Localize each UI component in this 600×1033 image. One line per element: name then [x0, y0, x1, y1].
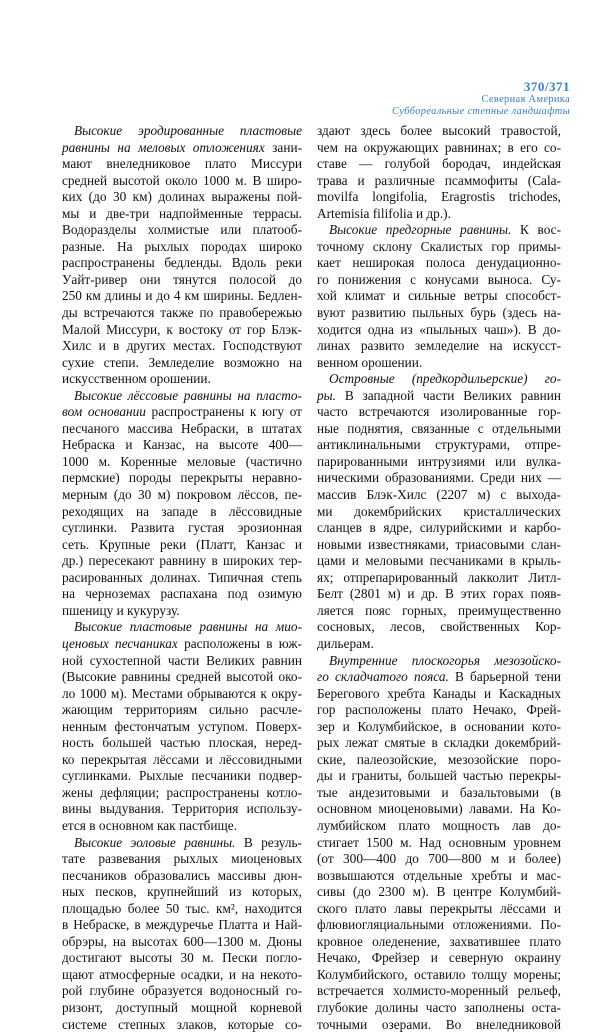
body-text: суглинками. Рыхлые песчаники подвер-	[62, 768, 302, 784]
text-line	[317, 735, 561, 752]
body-text: пшеницу и кукурузу.	[62, 602, 180, 618]
body-text: Водоразделы холмистые или платооб-	[62, 222, 302, 238]
body-text: обрэры, на высотах 600—1300 м. Дюны	[62, 933, 302, 949]
text-line	[62, 653, 302, 670]
text-line	[317, 851, 561, 868]
body-text: Колумбийского, оставило толщу морены;	[317, 966, 561, 982]
body-text: кровное оледенение, захватившее плато	[317, 933, 561, 949]
body-text: ность большей частью плоская, неред-	[62, 735, 302, 751]
text-line	[317, 156, 561, 173]
body-text: песчаников образовались массивы дюн-	[62, 867, 302, 883]
italic-heading-text: Высокие лёссовые равнины на пласто-	[74, 387, 302, 403]
text-line	[62, 719, 302, 736]
text-line	[62, 1000, 302, 1017]
body-text: встречается холмисто-моренный рельеф,	[317, 983, 561, 999]
text-line	[317, 173, 561, 190]
body-text: ко перекрытая лёссами и лёссовидными	[62, 751, 302, 767]
text-line	[317, 421, 561, 438]
text-line	[317, 1000, 561, 1017]
text-column-left	[62, 123, 302, 1033]
body-text: сланцев в ядре, силурийскими и карбо-	[317, 520, 561, 536]
body-text: сеть. Крупные реки (Платт, Канзас и	[62, 536, 302, 552]
body-text: В резуль-	[235, 834, 302, 850]
body-text: точному склону Скалистых гор примы-	[317, 238, 561, 254]
text-line	[317, 818, 561, 835]
text-line	[62, 537, 302, 554]
body-text: ризонт, доступный мощной корневой	[62, 999, 302, 1015]
body-text: разные. На рыхлых породах широко	[62, 238, 302, 254]
text-line	[317, 288, 561, 305]
text-line	[317, 272, 561, 289]
text-line	[62, 818, 302, 835]
body-text: зани-	[264, 139, 302, 155]
body-text: глубокие долины часто заполнены оста-	[317, 999, 561, 1015]
body-text: Небраска и Канзас, на высоте 400—	[62, 437, 302, 453]
italic-heading-text: ры.	[317, 387, 336, 403]
body-text: ляется пояс горных, преимущественно	[317, 602, 561, 618]
body-text: дильерам.	[317, 635, 374, 651]
text-line	[62, 735, 302, 752]
text-line	[317, 884, 561, 901]
text-line	[317, 619, 561, 636]
body-text: ло 1000 м). Местами обрываются к окру-	[62, 685, 302, 701]
body-text: Малой Миссури, к востоку от гор Блэк-	[62, 321, 302, 337]
text-line	[317, 388, 561, 405]
text-line	[317, 950, 561, 967]
body-text: флювиогляциальными отложениями. По-	[317, 917, 561, 933]
text-line	[62, 140, 302, 157]
text-line	[317, 437, 561, 454]
text-line	[62, 768, 302, 785]
text-line	[317, 934, 561, 951]
text-line	[317, 537, 561, 554]
text-line	[317, 222, 561, 239]
body-text: мерным (до 30 м) покровом лёссов, пе-	[62, 487, 302, 503]
text-line	[62, 570, 302, 587]
body-text: сухие степи. Земледелие возможно на	[62, 354, 302, 370]
text-line	[317, 636, 561, 653]
text-line	[62, 487, 302, 504]
body-text: здают здесь более высокий травостой,	[317, 123, 561, 138]
body-text: др.) пересекают равнину в широких тер-	[62, 553, 302, 569]
body-text: искусственном орошении.	[62, 371, 211, 387]
text-line	[317, 669, 561, 686]
body-text: на черноземах распахана под озимую	[62, 586, 302, 602]
text-line	[62, 355, 302, 372]
italic-heading-text: вом основании	[62, 404, 146, 420]
body-text: точными озерами. Во внеледниковой	[317, 1016, 561, 1032]
body-text: антиклинальными структурами, отпре-	[317, 437, 561, 453]
text-line	[62, 156, 302, 173]
text-line	[317, 653, 561, 670]
text-line	[62, 437, 302, 454]
text-line	[62, 338, 302, 355]
body-text: реходящих на западе в лёссовидные	[62, 503, 302, 519]
text-line	[317, 1017, 561, 1033]
text-line	[62, 752, 302, 769]
body-text: мают внеледниковое плато Миссури	[62, 156, 302, 172]
text-line	[62, 305, 302, 322]
text-line	[62, 239, 302, 256]
text-line	[317, 404, 561, 421]
page-numbers: 370/371	[523, 79, 570, 94]
italic-heading-text: Высокие эродированные пластовые	[74, 123, 302, 138]
text-line	[317, 603, 561, 620]
text-line	[62, 586, 302, 603]
body-text: ды встречаются также по правобережью	[62, 305, 302, 321]
body-text: часто встречаются изолированные гор-	[317, 404, 561, 420]
body-text: ется в основном как пастбище.	[62, 817, 238, 833]
text-line	[317, 586, 561, 603]
text-line	[317, 983, 561, 1000]
text-line	[62, 868, 302, 885]
body-text: (от 300—400 до 700—800 м и более)	[317, 851, 561, 867]
text-line	[62, 967, 302, 984]
body-text: Хилс и в других местах. Господствуют	[62, 338, 302, 354]
body-text: 1000 м. Коренные меловые (частично	[62, 453, 302, 469]
body-text: стигает 1500 м. Над основным уровнем	[317, 834, 561, 850]
body-text: кает неширокая полоса денудационно-	[317, 255, 561, 271]
text-line	[62, 421, 302, 438]
text-line	[317, 322, 561, 339]
text-line	[317, 355, 561, 372]
text-line	[62, 371, 302, 388]
text-line	[317, 917, 561, 934]
text-line	[317, 140, 561, 157]
text-line	[317, 835, 561, 852]
body-text: го понижения с конусами выноса. Су-	[317, 271, 561, 287]
text-line	[62, 404, 302, 421]
body-text: распространены бедленды. Вдоль реки	[62, 255, 302, 271]
text-line	[62, 322, 302, 339]
body-text: площадью более 50 тыс. км², находится	[62, 900, 302, 916]
text-line	[62, 388, 302, 405]
italic-heading-text: го складчатого пояса.	[317, 669, 449, 685]
text-column-right	[317, 123, 561, 1033]
body-text: парированными интрузиями или вулка-	[317, 453, 561, 469]
body-text: ническими образованиями. Среди них —	[317, 470, 561, 486]
body-text: ходится одна из «пыльных чаш»). В до-	[317, 321, 561, 337]
body-text: мы и две-три надпойменные террасы.	[62, 205, 302, 221]
chapter-title: Северная Америка	[481, 94, 570, 105]
body-text: тате развевания рыхлых миоценовых	[62, 851, 302, 867]
body-text: сивы (до 2300 м). В центре Колумбий-	[317, 884, 561, 900]
text-line	[317, 504, 561, 521]
body-text: достигают высоты 30 м. Пески погло-	[62, 950, 302, 966]
text-line	[317, 520, 561, 537]
body-text: новыми известняками, триасовыми слан-	[317, 536, 561, 552]
body-text: ных песков, крупнейший из которых,	[62, 884, 302, 900]
text-line	[62, 288, 302, 305]
text-line	[317, 206, 561, 223]
text-line	[317, 553, 561, 570]
text-line	[62, 934, 302, 951]
text-line	[317, 255, 561, 272]
text-line	[317, 305, 561, 322]
body-text: в Небраске, в междуречье Платта и Най-	[62, 917, 302, 933]
italic-heading-text: Внутренние плоскогорья мезозойско-	[329, 652, 561, 668]
body-text: ского плато лавы перекрыты лёссами и	[317, 900, 561, 916]
body-text: хой климат и сильные ветры способст-	[317, 288, 561, 304]
running-header	[392, 80, 570, 118]
text-line	[317, 868, 561, 885]
text-line	[317, 239, 561, 256]
body-text: тые андезитовыми и базальтовыми (в	[317, 784, 561, 800]
text-line	[62, 222, 302, 239]
text-line	[62, 189, 302, 206]
body-text: В западной части Великих равнин	[335, 387, 561, 403]
body-text: К вос-	[511, 222, 562, 238]
body-text: ях; отпрепарированный лакколит Литл-	[317, 569, 561, 585]
body-text: возвышаются отдельные хребты и мас-	[317, 867, 561, 883]
text-line	[317, 371, 561, 388]
text-line	[62, 702, 302, 719]
text-line	[62, 173, 302, 190]
body-text: расированных долинах. Типичная степь	[62, 569, 302, 585]
text-line	[62, 272, 302, 289]
text-line	[317, 702, 561, 719]
body-text: линах развито земледелие на искусст-	[317, 338, 561, 354]
body-text: сосновых, лесов, свойственных Кор-	[317, 619, 561, 635]
body-text: цами и меловыми песчаниками в крыль-	[317, 553, 561, 569]
text-line	[317, 967, 561, 984]
text-line	[62, 619, 302, 636]
italic-heading-text: равнины на меловых отложениях	[62, 139, 265, 155]
body-text: расположены в юж-	[177, 635, 302, 651]
italic-heading-text: Островные (предкордильерские) го-	[329, 371, 561, 387]
italic-heading-text: Высокие пластовые равнины на мио-	[74, 619, 302, 635]
text-line	[317, 338, 561, 355]
text-line	[317, 487, 561, 504]
body-text: суглинки. Развита густая эрозионная	[62, 520, 302, 536]
body-text: жающим территориям сильно расчле-	[62, 702, 302, 718]
text-line	[62, 504, 302, 521]
body-text: ские, палеозойские, мезозойские поро-	[317, 751, 561, 767]
body-text: жены дефляции; распространены котло-	[62, 784, 302, 800]
body-text: пермские) породы перекрыты неравно-	[62, 470, 302, 486]
body-text: Уайт-ривер они тянутся полосой до	[62, 271, 302, 287]
text-line	[62, 917, 302, 934]
text-line	[62, 454, 302, 471]
text-line	[317, 570, 561, 587]
text-line	[62, 470, 302, 487]
text-line	[62, 884, 302, 901]
text-line	[317, 768, 561, 785]
body-text: Белт (2801 м) и др. В этих горах появ-	[317, 586, 561, 602]
text-line	[62, 785, 302, 802]
body-text: средней высотой около 1000 м. В широ-	[62, 172, 302, 188]
body-text: гор расположены плато Нечако, Фрей-	[317, 702, 561, 718]
body-text: чем на окружающих равнинах; в его со-	[317, 139, 561, 155]
body-text: ставе — голубой бородач, индейская	[317, 156, 561, 172]
body-text: (Высокие равнины средней высотой око-	[62, 669, 302, 685]
body-text: массив Блэк-Хилс (2207 м) с выхода-	[317, 487, 561, 503]
body-text: распространены к югу от	[145, 404, 302, 420]
italic-heading-text: Высокие предгорные равнины.	[329, 222, 512, 238]
text-line	[62, 851, 302, 868]
text-line	[62, 1017, 302, 1033]
body-text: щают атмосферные осадки, и на некото-	[62, 966, 302, 982]
body-text: movilfa longifolia, Eragrostis trichodes,	[317, 189, 561, 205]
body-text: ные поднятия, связанные с отдельными	[317, 420, 561, 436]
text-line	[317, 470, 561, 487]
italic-heading-text: ценовых песчаниках	[62, 635, 178, 651]
text-line	[62, 520, 302, 537]
body-text: песчаного массива Небраски, в штатах	[62, 420, 302, 436]
body-text: ненным фестончатым уступом. Поверх-	[62, 718, 302, 734]
section-title: Суббореальные степные ландшафты	[391, 106, 570, 117]
body-text: 250 км длины и до 4 км ширины. Бедлен-	[62, 288, 302, 304]
body-text: основном миоценовыми) лавами. На Ко-	[317, 801, 561, 817]
body-text: венном орошении.	[317, 354, 423, 370]
text-line	[62, 603, 302, 620]
text-line	[62, 950, 302, 967]
text-line	[62, 636, 302, 653]
italic-heading-text: Высокие эоловые равнины.	[74, 834, 236, 850]
text-line	[62, 983, 302, 1000]
text-line	[62, 206, 302, 223]
text-line	[62, 255, 302, 272]
text-line	[62, 123, 302, 140]
body-text: Берегового хребта Канады и Каскадных	[317, 685, 561, 701]
text-line	[317, 686, 561, 703]
body-text: зер и Колумбийское, в основании кото-	[317, 718, 561, 734]
text-line	[317, 801, 561, 818]
text-line	[62, 686, 302, 703]
body-text: Нечако, Фрейзер и северную окраину	[317, 950, 561, 966]
body-text: В барьерной тени	[448, 669, 561, 685]
body-text: рых лежат смятые в складки докембрий-	[317, 735, 561, 751]
body-text: ды и граниты, большей частью перекры-	[317, 768, 561, 784]
body-text: трава и различные псаммофиты (Cala-	[317, 172, 561, 188]
body-text: вуют развитию пыльных бурь (здесь на-	[317, 305, 561, 321]
body-text: вины выдувания. Территория использу-	[62, 801, 302, 817]
text-line	[317, 454, 561, 471]
text-line	[317, 189, 561, 206]
text-line	[62, 801, 302, 818]
body-text: ми докембрийских кристаллических	[317, 503, 561, 519]
body-text: системе степных злаков, которые со-	[62, 1016, 302, 1032]
body-text: лумбийском плато мощность лав до-	[317, 817, 561, 833]
text-line	[62, 669, 302, 686]
text-line	[317, 752, 561, 769]
body-text: ной сухостепной части Великих равнин	[62, 652, 302, 668]
body-text: ких (до 30 км) долинах выражены пой-	[62, 189, 302, 205]
text-line	[62, 553, 302, 570]
text-line	[317, 123, 561, 140]
body-text: Artemisia filifolia и др.).	[317, 205, 451, 221]
text-line	[62, 835, 302, 852]
text-line	[317, 785, 561, 802]
body-text: рой глубине образуется водоносный го-	[62, 983, 302, 999]
text-line	[317, 719, 561, 736]
